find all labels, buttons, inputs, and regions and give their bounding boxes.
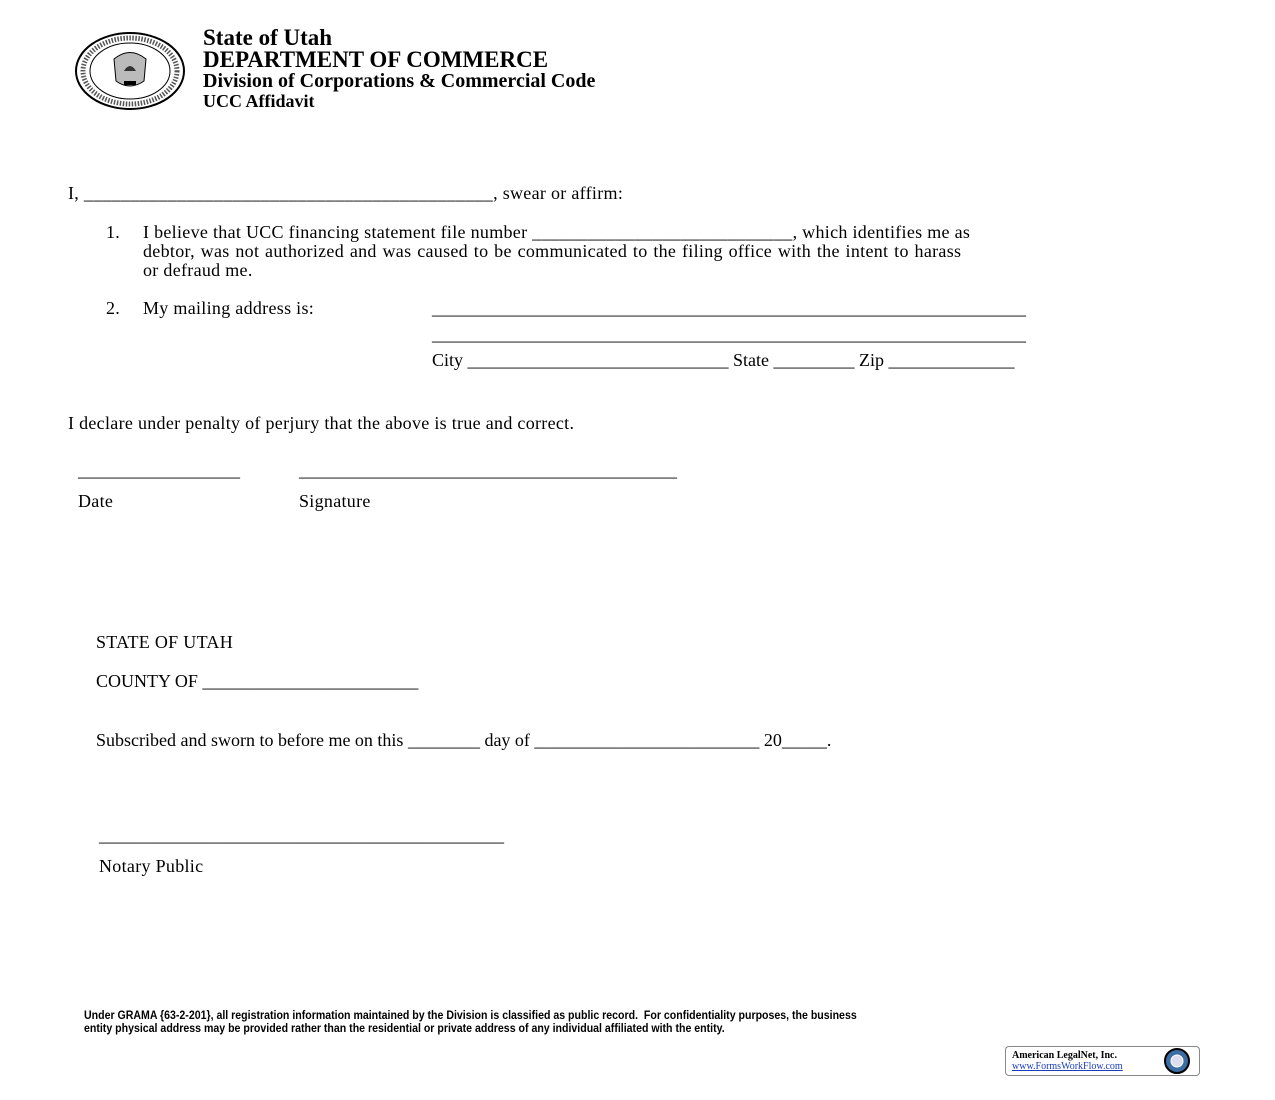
grama-notice-line1: Under GRAMA {63-2-201}, all registration information maintained by the Division is classified as public record. For confidentiality purposes, the business — [84, 1010, 857, 1022]
notary-state: STATE OF UTAH — [96, 632, 234, 652]
state-heading: State of Utah — [203, 25, 333, 50]
utah-state-seal — [74, 31, 186, 111]
subscribed-line[interactable]: Subscribed and sworn to before me on this ________ day of _________________________ 20_____. — [96, 730, 832, 750]
notary-signature-line[interactable]: _____________________________________________ — [99, 825, 504, 845]
signature-line[interactable]: __________________________________________ — [299, 460, 677, 480]
address-line-1[interactable]: __________________________________________________________________ — [432, 298, 1026, 318]
item1-line3: or defraud me. — [143, 260, 253, 280]
date-line[interactable]: __________________ — [78, 460, 240, 480]
declaration: I declare under penalty of perjury that the above is true and correct. — [68, 413, 575, 433]
oath-line[interactable]: I, ____________________________________________, swear or affirm: — [68, 183, 624, 203]
item1-line1[interactable]: I believe that UCC financing statement file number ____________________________, which identifies me as — [143, 222, 971, 242]
form-title: UCC Affidavit — [203, 91, 315, 111]
globe-icon — [1162, 1048, 1192, 1074]
address-line-2[interactable]: __________________________________________________________________ — [432, 324, 1026, 344]
item2-number: 2. — [106, 298, 121, 318]
grama-notice-line2: entity physical address may be provided rather than the residential or private address of any individual affiliated with the entity. — [84, 1023, 725, 1035]
division-heading: Division of Corporations & Commercial Code — [203, 70, 596, 92]
department-heading: DEPARTMENT OF COMMERCE — [203, 47, 549, 72]
logo-company: American LegalNet, Inc. — [1012, 1050, 1117, 1061]
notary-county[interactable]: COUNTY OF ________________________ — [96, 671, 419, 691]
item1-line2: debtor, was not authorized and was caused to be communicated to the filing office with the intent to harass — [143, 241, 962, 261]
american-legalnet-logo[interactable] — [1005, 1046, 1200, 1076]
item2-label: My mailing address is: — [143, 298, 315, 318]
notary-public-label: Notary Public — [99, 856, 204, 876]
logo-url-link[interactable]: www.FormsWorkFlow.com — [1012, 1061, 1123, 1072]
city-state-zip-line[interactable]: City _____________________________ State _________ Zip ______________ — [432, 350, 1015, 370]
signature-label: Signature — [299, 491, 371, 511]
date-label: Date — [78, 491, 114, 511]
item1-number: 1. — [106, 222, 121, 242]
